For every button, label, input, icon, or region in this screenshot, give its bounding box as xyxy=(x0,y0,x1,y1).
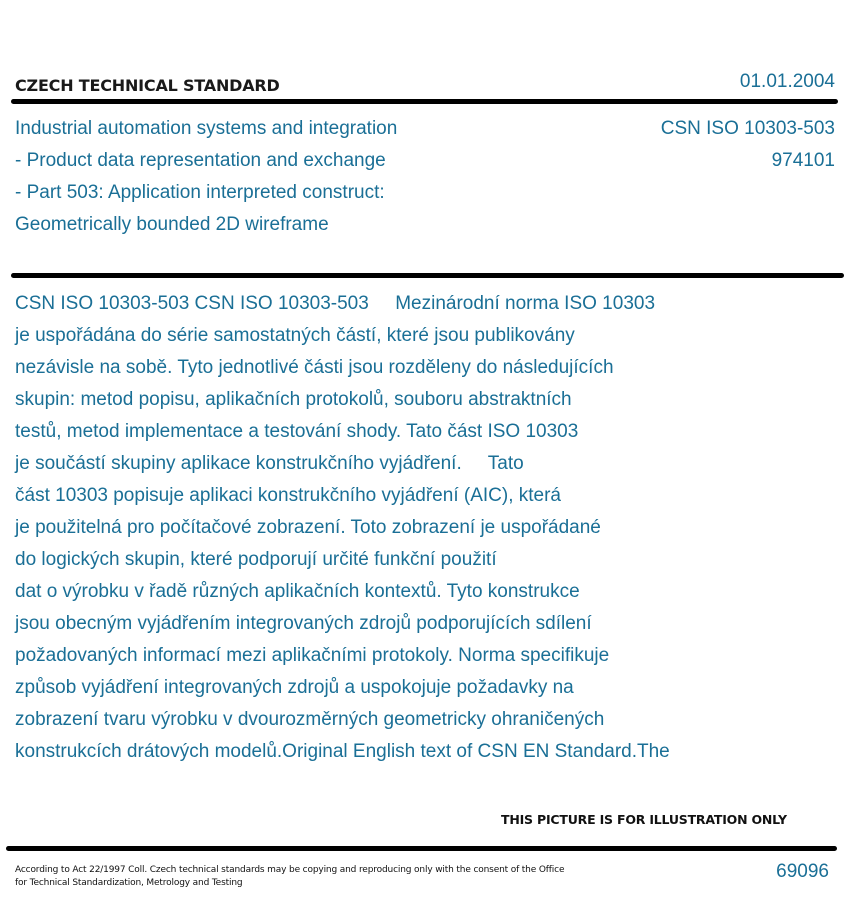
abstract-text xyxy=(15,288,835,768)
publication-date: 01.01.2004 xyxy=(739,71,835,92)
title-divider xyxy=(11,273,844,278)
abstract-line: je uspořádána do série samostatných částí, které jsou publikovány xyxy=(15,325,575,346)
abstract-line: je součástí skupiny aplikace konstrukčního vyjádření. Tato xyxy=(15,453,524,474)
abstract-line: do logických skupin, které podporují určité funkční použití xyxy=(15,549,497,570)
document-id: 69096 xyxy=(776,861,829,882)
abstract-line: testů, metod implementace a testování shody. Tato část ISO 10303 xyxy=(15,421,579,442)
title-line: Geometrically bounded 2D wireframe xyxy=(15,214,329,235)
document-type-label: CZECH TECHNICAL STANDARD xyxy=(15,76,280,95)
standard-code: CSN ISO 10303-503 xyxy=(660,118,835,139)
header-divider xyxy=(11,99,838,104)
abstract-line: dat o výrobku v řadě různých aplikačních kontextů. Tyto konstrukce xyxy=(15,581,580,602)
abstract-line: CSN ISO 10303-503 CSN ISO 10303-503 Mezinárodní norma ISO 10303 xyxy=(15,293,656,314)
copyright-notice xyxy=(15,864,564,890)
abstract-line: je použitelná pro počítačové zobrazení. Toto zobrazení je uspořádané xyxy=(15,517,601,538)
title-line: - Part 503: Application interpreted construct: xyxy=(15,182,385,203)
copyright-line: According to Act 22/1997 Coll. Czech technical standards may be copying and reproducing only with the consent of the Office xyxy=(15,865,565,875)
abstract-line: část 10303 popisuje aplikaci konstrukčního vyjádření (AIC), která xyxy=(15,485,561,506)
abstract-line: skupin: metod popisu, aplikačních protokolů, souboru abstraktních xyxy=(15,389,572,410)
standard-identifiers xyxy=(661,113,835,177)
copyright-line: for Technical Standardization, Metrology and Testing xyxy=(15,878,243,888)
title-line: Industrial automation systems and integration xyxy=(15,118,398,139)
abstract-line: zobrazení tvaru výrobku v dvourozměrných geometricky ohraničených xyxy=(15,709,605,730)
abstract-line: způsob vyjádření integrovaných zdrojů a uspokojuje požadavky na xyxy=(15,677,574,698)
title-line: - Product data representation and exchange xyxy=(15,150,386,171)
standard-title xyxy=(15,113,397,241)
catalog-number: 974101 xyxy=(771,150,835,171)
illustration-disclaimer: THIS PICTURE IS FOR ILLUSTRATION ONLY xyxy=(501,812,787,827)
abstract-line: nezávisle na sobě. Tyto jednotlivé části jsou rozděleny do následujících xyxy=(15,357,614,378)
footer-divider xyxy=(6,846,837,851)
abstract-line: konstrukcích drátových modelů.Original English text of CSN EN Standard.The xyxy=(15,741,670,762)
abstract-line: požadovaných informací mezi aplikačními protokoly. Norma specifikuje xyxy=(15,645,610,666)
abstract-line: jsou obecným vyjádřením integrovaných zdrojů podporujících sdílení xyxy=(15,613,592,634)
